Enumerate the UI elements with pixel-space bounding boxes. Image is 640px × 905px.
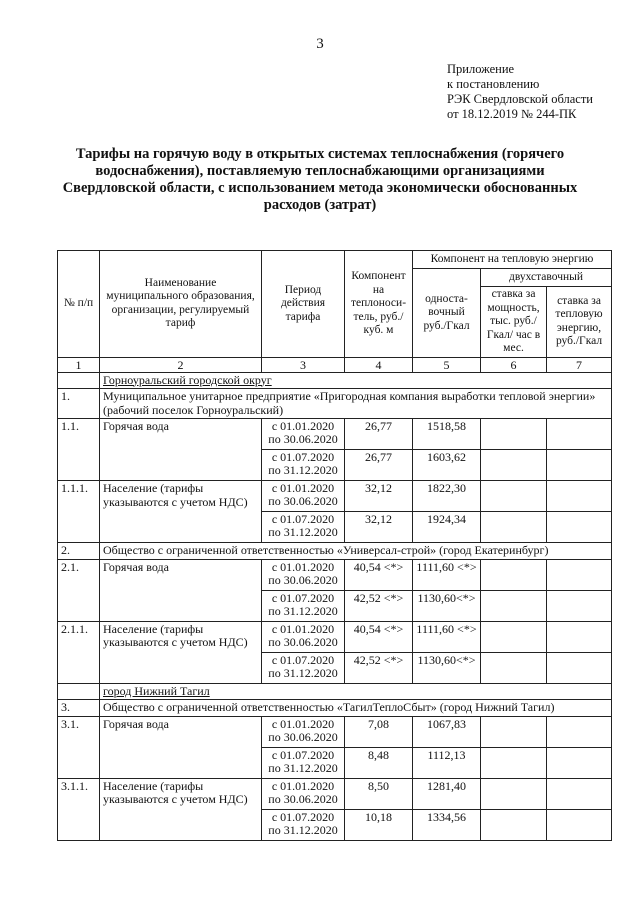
- organization-name: Общество с ограниченной ответственностью «ТагилТеплоСбыт» (город Нижний Тагил): [100, 700, 612, 717]
- item-name: Горячая вода: [100, 419, 262, 481]
- period-cell: с 01.01.2020 по 30.06.2020: [262, 559, 345, 590]
- single-rate-cell: 1334,56: [413, 809, 481, 840]
- section-name: город Нижний Тагил: [100, 683, 612, 700]
- tariff-row: [58, 778, 612, 809]
- carrier-component-cell: 40,54 <*>: [345, 621, 413, 652]
- organization-num: 1.: [58, 389, 100, 419]
- appendix-line: Приложение: [447, 62, 515, 76]
- capacity-rate-cell: [481, 419, 547, 450]
- organization-num: 3.: [58, 700, 100, 717]
- capacity-rate-cell: [481, 778, 547, 809]
- carrier-component-cell: 26,77: [345, 450, 413, 481]
- period-cell: с 01.01.2020 по 30.06.2020: [262, 778, 345, 809]
- carrier-component-cell: 10,18: [345, 809, 413, 840]
- header-two-part: двухставочный: [481, 269, 612, 287]
- header-name: Наименование муниципального образования, организации, регулируемый тариф: [100, 251, 262, 358]
- capacity-rate-cell: [481, 652, 547, 683]
- single-rate-cell: 1924,34: [413, 512, 481, 543]
- organization-name: Общество с ограниченной ответственностью «Универсал-строй» (город Екатеринбург): [100, 543, 612, 560]
- period-cell: с 01.07.2020 по 31.12.2020: [262, 590, 345, 621]
- item-num: 1.1.: [58, 419, 100, 481]
- capacity-rate-cell: [481, 559, 547, 590]
- appendix-block: [447, 62, 593, 122]
- item-name: Горячая вода: [100, 716, 262, 778]
- period-cell: с 01.07.2020 по 31.12.2020: [262, 450, 345, 481]
- document-title: Тарифы на горячую воду в открытых системах теплоснабжения (горячего водоснабжения), поставляемую теплоснабжающими организациями Свердловской области, с использованием метода экономически обоснованных расходов (затрат): [62, 146, 578, 213]
- tariff-row: [58, 559, 612, 590]
- column-number: 5: [413, 357, 481, 372]
- header-energy-rate: ставка за тепловую энергию, руб./Гкал: [547, 287, 612, 358]
- header-capacity-rate: ставка за мощность, тыс. руб./Гкал/ час в мес.: [481, 287, 547, 358]
- carrier-component-cell: 32,12: [345, 481, 413, 512]
- header-carrier: Компонент на теплоноси-тель, руб./куб. м: [345, 251, 413, 358]
- tariff-table: [57, 250, 612, 841]
- capacity-rate-cell: [481, 747, 547, 778]
- capacity-rate-cell: [481, 450, 547, 481]
- column-number: 1: [58, 357, 100, 372]
- energy-rate-cell: [547, 809, 612, 840]
- carrier-component-cell: 26,77: [345, 419, 413, 450]
- column-number: 6: [481, 357, 547, 372]
- organization-row: [58, 543, 612, 560]
- item-num: 3.1.: [58, 716, 100, 778]
- tariff-row: [58, 481, 612, 512]
- single-rate-cell: 1067,83: [413, 716, 481, 747]
- carrier-component-cell: 42,52 <*>: [345, 652, 413, 683]
- header-energy: Компонент на тепловую энергию: [413, 251, 612, 269]
- item-num: 1.1.1.: [58, 481, 100, 543]
- section-blank: [58, 683, 100, 700]
- item-name: Население (тарифы указываются с учетом НДС): [100, 778, 262, 840]
- energy-rate-cell: [547, 559, 612, 590]
- item-name: Население (тарифы указываются с учетом НДС): [100, 481, 262, 543]
- energy-rate-cell: [547, 481, 612, 512]
- capacity-rate-cell: [481, 809, 547, 840]
- item-num: 3.1.1.: [58, 778, 100, 840]
- section-row: [58, 683, 612, 700]
- column-number: 3: [262, 357, 345, 372]
- column-number: 2: [100, 357, 262, 372]
- single-rate-cell: 1130,60<*>: [413, 652, 481, 683]
- single-rate-cell: 1111,60 <*>: [413, 621, 481, 652]
- item-num: 2.1.1.: [58, 621, 100, 683]
- capacity-rate-cell: [481, 716, 547, 747]
- header-num: № п/п: [58, 251, 100, 358]
- energy-rate-cell: [547, 747, 612, 778]
- energy-rate-cell: [547, 419, 612, 450]
- energy-rate-cell: [547, 590, 612, 621]
- section-blank: [58, 372, 100, 389]
- single-rate-cell: 1130,60<*>: [413, 590, 481, 621]
- tariff-row: [58, 716, 612, 747]
- organization-num: 2.: [58, 543, 100, 560]
- column-number: 4: [345, 357, 413, 372]
- capacity-rate-cell: [481, 590, 547, 621]
- single-rate-cell: 1111,60 <*>: [413, 559, 481, 590]
- period-cell: с 01.07.2020 по 31.12.2020: [262, 512, 345, 543]
- page-number: 3: [316, 36, 324, 52]
- capacity-rate-cell: [481, 481, 547, 512]
- carrier-component-cell: 7,08: [345, 716, 413, 747]
- period-cell: с 01.07.2020 по 31.12.2020: [262, 747, 345, 778]
- single-rate-cell: 1281,40: [413, 778, 481, 809]
- period-cell: с 01.07.2020 по 31.12.2020: [262, 652, 345, 683]
- capacity-rate-cell: [481, 512, 547, 543]
- period-cell: с 01.01.2020 по 30.06.2020: [262, 716, 345, 747]
- period-cell: с 01.01.2020 по 30.06.2020: [262, 621, 345, 652]
- energy-rate-cell: [547, 512, 612, 543]
- header-period: Период действия тарифа: [262, 251, 345, 358]
- single-rate-cell: 1603,62: [413, 450, 481, 481]
- appendix-line: РЭК Свердловской области: [447, 92, 593, 106]
- appendix-line: к постановлению: [447, 77, 540, 91]
- energy-rate-cell: [547, 652, 612, 683]
- organization-name: Муниципальное унитарное предприятие «Пригородная компания выработки тепловой энергии» (рабочий поселок Горноуральский): [100, 389, 612, 419]
- item-num: 2.1.: [58, 559, 100, 621]
- energy-rate-cell: [547, 621, 612, 652]
- section-row: [58, 372, 612, 389]
- carrier-component-cell: 8,48: [345, 747, 413, 778]
- carrier-component-cell: 40,54 <*>: [345, 559, 413, 590]
- table-body: [58, 372, 612, 840]
- organization-row: [58, 389, 612, 419]
- section-name: Горноуральский городской округ: [100, 372, 612, 389]
- item-name: Горячая вода: [100, 559, 262, 621]
- organization-row: [58, 700, 612, 717]
- appendix-line: от 18.12.2019 № 244-ПК: [447, 107, 577, 121]
- energy-rate-cell: [547, 778, 612, 809]
- single-rate-cell: 1822,30: [413, 481, 481, 512]
- period-cell: с 01.01.2020 по 30.06.2020: [262, 481, 345, 512]
- carrier-component-cell: 8,50: [345, 778, 413, 809]
- tariff-row: [58, 621, 612, 652]
- energy-rate-cell: [547, 450, 612, 481]
- energy-rate-cell: [547, 716, 612, 747]
- item-name: Население (тарифы указываются с учетом НДС): [100, 621, 262, 683]
- tariff-row: [58, 419, 612, 450]
- column-number: 7: [547, 357, 612, 372]
- column-numbers-row: [58, 357, 612, 372]
- single-rate-cell: 1518,58: [413, 419, 481, 450]
- period-cell: с 01.07.2020 по 31.12.2020: [262, 809, 345, 840]
- single-rate-cell: 1112,13: [413, 747, 481, 778]
- period-cell: с 01.01.2020 по 30.06.2020: [262, 419, 345, 450]
- carrier-component-cell: 42,52 <*>: [345, 590, 413, 621]
- capacity-rate-cell: [481, 621, 547, 652]
- carrier-component-cell: 32,12: [345, 512, 413, 543]
- header-single-rate: односта-вочный руб./Гкал: [413, 269, 481, 358]
